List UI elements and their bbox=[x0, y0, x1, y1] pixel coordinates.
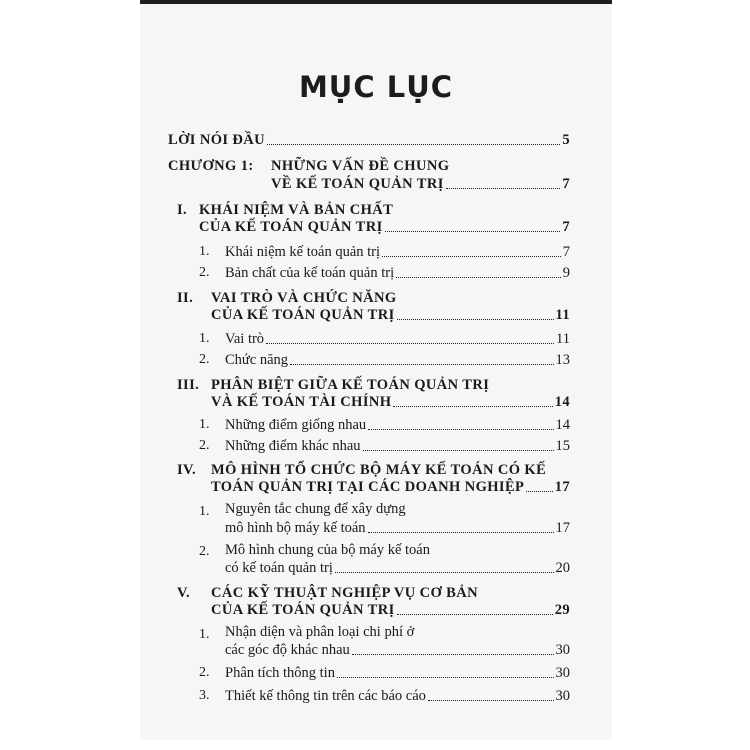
item-number: 2. bbox=[199, 665, 210, 680]
leader-dots bbox=[266, 343, 554, 344]
leader-dots bbox=[446, 188, 561, 189]
item-number: 1. bbox=[199, 417, 210, 432]
toc-item[interactable] bbox=[225, 417, 570, 433]
toc-section-3[interactable] bbox=[211, 394, 570, 410]
leader-dots bbox=[385, 231, 561, 232]
item-label-line1: Mô hình chung của bộ máy kế toán bbox=[225, 542, 430, 558]
leader-dots bbox=[397, 319, 554, 320]
toc-section-4[interactable] bbox=[211, 479, 570, 495]
leader-dots bbox=[335, 572, 554, 573]
section-title-line1: KHÁI NIỆM VÀ BẢN CHẤT bbox=[199, 202, 394, 218]
toc-preface-label: LỜI NÓI ĐẦU bbox=[168, 132, 266, 148]
toc-page-number: 30 bbox=[555, 688, 570, 704]
toc-item[interactable] bbox=[225, 688, 570, 704]
toc-page-number: 29 bbox=[554, 602, 570, 618]
toc-section-1[interactable] bbox=[199, 219, 570, 235]
toc-section-5[interactable] bbox=[211, 602, 570, 618]
item-label: Bản chất của kế toán quản trị bbox=[225, 265, 395, 281]
toc-item[interactable] bbox=[225, 331, 570, 347]
toc-preface[interactable] bbox=[168, 132, 570, 148]
item-label: Vai trò bbox=[225, 331, 265, 347]
toc-page-number: 15 bbox=[555, 438, 570, 454]
item-number: 1. bbox=[199, 504, 210, 519]
toc-chapter-1[interactable] bbox=[271, 176, 570, 192]
section-title-line1: CÁC KỸ THUẬT NGHIỆP VỤ CƠ BẢN bbox=[211, 585, 478, 601]
chapter-title-line2: VỀ KẾ TOÁN QUẢN TRỊ bbox=[271, 176, 444, 192]
leader-dots bbox=[290, 364, 553, 365]
toc-page-number: 20 bbox=[555, 560, 570, 576]
toc-page-number: 11 bbox=[556, 331, 570, 347]
leader-dots bbox=[393, 406, 552, 407]
toc-page-number: 13 bbox=[555, 352, 570, 368]
toc-page-number: 30 bbox=[555, 642, 570, 658]
leader-dots bbox=[363, 450, 554, 451]
section-title-line2: CỦA KẾ TOÁN QUẢN TRỊ bbox=[199, 219, 383, 235]
toc-page-number: 14 bbox=[555, 417, 570, 433]
item-label: mô hình bộ máy kế toán bbox=[225, 520, 366, 536]
section-title-line1: VAI TRÒ VÀ CHỨC NĂNG bbox=[211, 290, 397, 306]
section-title-line2: CỦA KẾ TOÁN QUẢN TRỊ bbox=[211, 602, 395, 618]
toc-item[interactable] bbox=[225, 265, 570, 281]
toc-page-number: 17 bbox=[554, 479, 570, 495]
item-label: Những điểm khác nhau bbox=[225, 438, 361, 454]
toc-item[interactable] bbox=[225, 520, 570, 536]
toc-item[interactable] bbox=[225, 560, 570, 576]
toc-page-number: 9 bbox=[562, 265, 570, 281]
toc-item[interactable] bbox=[225, 244, 570, 260]
item-label: Những điểm giống nhau bbox=[225, 417, 367, 433]
item-number: 1. bbox=[199, 244, 210, 259]
page-top-edge bbox=[140, 0, 612, 4]
item-number: 1. bbox=[199, 627, 210, 642]
section-numeral: I. bbox=[177, 202, 188, 218]
leader-dots bbox=[368, 532, 554, 533]
item-label: có kế toán quản trị bbox=[225, 560, 333, 576]
toc-item[interactable] bbox=[225, 642, 570, 658]
leader-dots bbox=[368, 429, 553, 430]
toc-item[interactable] bbox=[225, 438, 570, 454]
item-label: các góc độ khác nhau bbox=[225, 642, 350, 658]
toc-page-number: 17 bbox=[555, 520, 570, 536]
leader-dots bbox=[396, 277, 561, 278]
item-number: 2. bbox=[199, 352, 210, 367]
toc-page-number: 11 bbox=[555, 307, 570, 323]
section-title-line1: MÔ HÌNH TỔ CHỨC BỘ MÁY KẾ TOÁN CÓ KẾ bbox=[211, 462, 547, 478]
leader-dots bbox=[526, 491, 552, 492]
section-numeral: IV. bbox=[177, 462, 197, 478]
section-numeral: V. bbox=[177, 585, 191, 601]
toc-page-number: 5 bbox=[562, 132, 570, 148]
section-title-line1: PHÂN BIỆT GIỮA KẾ TOÁN QUẢN TRỊ bbox=[211, 377, 490, 393]
section-title-line2: VÀ KẾ TOÁN TÀI CHÍNH bbox=[211, 394, 392, 410]
item-label: Chức năng bbox=[225, 352, 289, 368]
leader-dots bbox=[397, 614, 553, 615]
toc-section-2[interactable] bbox=[211, 307, 570, 323]
item-label: Khái niệm kế toán quản trị bbox=[225, 244, 381, 260]
item-number: 2. bbox=[199, 265, 210, 280]
item-number: 2. bbox=[199, 544, 210, 559]
item-number: 3. bbox=[199, 688, 210, 703]
toc-item[interactable] bbox=[225, 352, 570, 368]
item-label-line1: Nguyên tắc chung để xây dựng bbox=[225, 501, 406, 517]
toc-page-number: 7 bbox=[562, 219, 570, 235]
page-title: MỤC LỤC bbox=[298, 70, 454, 104]
leader-dots bbox=[428, 700, 554, 701]
toc-page-number: 14 bbox=[554, 394, 570, 410]
section-title-line2: TOÁN QUẢN TRỊ TẠI CÁC DOANH NGHIỆP bbox=[211, 479, 525, 495]
toc-page-number: 30 bbox=[555, 665, 570, 681]
leader-dots bbox=[382, 256, 561, 257]
item-label: Thiết kế thông tin trên các báo cáo bbox=[225, 688, 426, 704]
toc-item[interactable] bbox=[225, 665, 570, 681]
item-label: Phân tích thông tin bbox=[225, 665, 335, 681]
item-label-line1: Nhận diện và phân loại chi phí ở bbox=[225, 624, 415, 640]
section-numeral: III. bbox=[177, 377, 200, 393]
toc-page-number: 7 bbox=[562, 176, 570, 192]
section-title-line2: CỦA KẾ TOÁN QUẢN TRỊ bbox=[211, 307, 395, 323]
section-numeral: II. bbox=[177, 290, 194, 306]
chapter-title-line1: NHỮNG VẤN ĐỀ CHUNG bbox=[271, 158, 450, 174]
leader-dots bbox=[337, 677, 554, 678]
toc-page-number: 7 bbox=[562, 244, 570, 260]
item-number: 1. bbox=[199, 331, 210, 346]
leader-dots bbox=[267, 144, 560, 145]
item-number: 2. bbox=[199, 438, 210, 453]
chapter-label: CHƯƠNG 1: bbox=[168, 158, 254, 174]
leader-dots bbox=[352, 654, 554, 655]
